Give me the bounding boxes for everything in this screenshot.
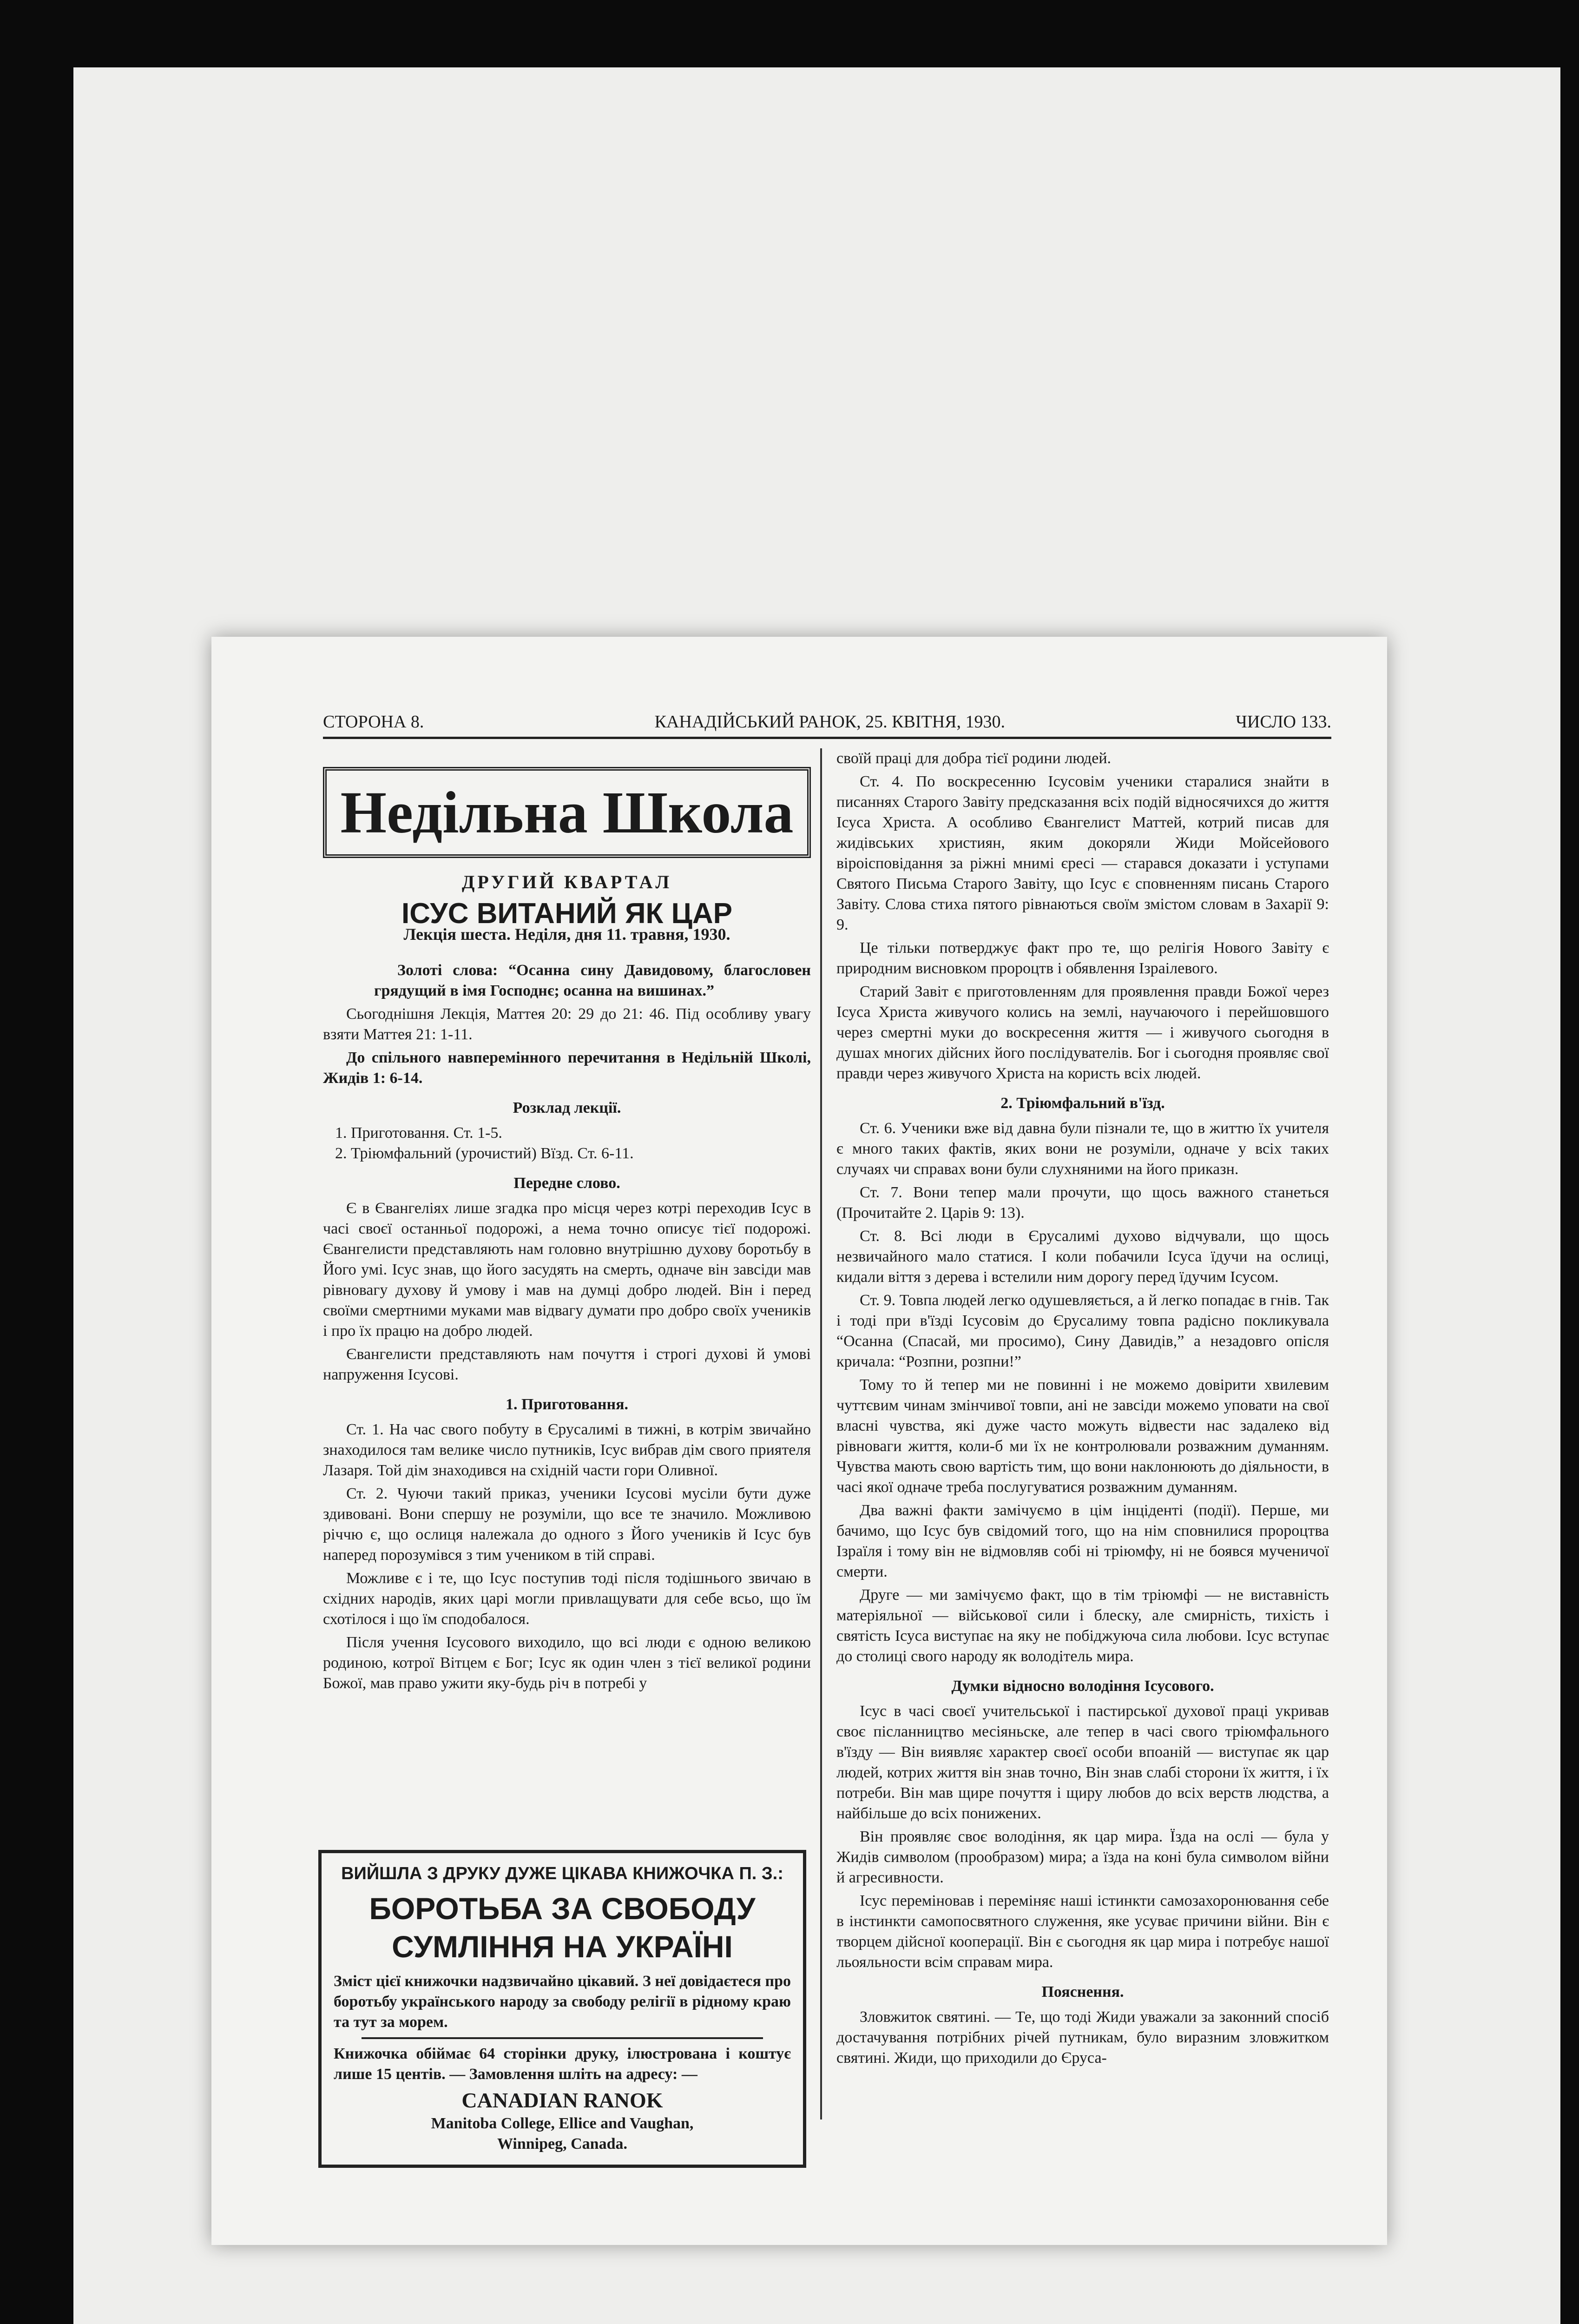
masthead: Недільна Школа (323, 767, 811, 858)
ad-price: Книжочка обіймає 64 сторінки друку, ілюстрована і коштує лише 15 центів. — Замовлення шліть на адресу: — (334, 2045, 791, 2083)
today-reading: Сьогоднішня Лекція, Маттея 20: 29 до 21: 46. Під особливу увагу взяти Маттея 21: 1-11. (323, 1005, 811, 1043)
paragraph: Це тільки потверджує факт про те, що релігія Нового Завіту є природним висновком пророцтв і обявлення Ізраілевого. (836, 939, 1329, 977)
ad-address-line2: Winnipeg, Canada. (497, 2135, 627, 2152)
joint-reading: До спільного навперемінного перечитання в Недільній Школі, Жидів 1: 6-14. (323, 1049, 811, 1087)
lesson-date: Лекція шеста. Неділя, дня 11. травня, 1930. (403, 925, 730, 944)
column-rule (820, 748, 822, 2119)
plan-list (351, 1123, 811, 1164)
paragraph: Ст. 8. Всі люди в Єрусалимі духово відчували, що щось незвичайного мало статися. І коли побачили Ісуса їдучи на ослиці, кидали віття з дерева і встелили ним дорогу перед їдучим Ісусом. (836, 1228, 1329, 1286)
paragraph: Тому то й тепер ми не повинні і не можемо довірити хвилевим чуттєвим чинам змінчивої товпи, ані не завсіди можемо уповати на свої власні чувства, які дуже часто можуть відвести нас задалеко від рівноваги життя, коли-б ми їх не контролювали розважним думанням. Чувства мають свою вартість тим, що вони наклонюють до діяльности, в часі якої одначе треба послугуватися розважним думанням. (836, 1376, 1329, 1496)
golden-words: Золоті слова: “Осанна сину Давидовому, благословен грядущий в імя Господнє; осанна на вишинах.” (374, 962, 811, 999)
paragraph: Ст. 4. По воскресенню Ісусовім ученики старалися знайти в писаннях Старого Завіту предсказання всіх подій відносячихся до життя Ісуса Христа. А особливо Євангелист Маттей, котрий писав для жидівських християн, яким докоряли Жиди Мойсейового віроісповідання за ріжні мнимі єресі — старався доказати і уступами Святого Письма Старого Завіту, що Ісус є сповненням писань Старого Завіту. Слова стиха пятого рівнаються своїм змістом словам в Захарії 9: 9. (836, 773, 1329, 933)
paragraph: Старий Завіт є приготовленням для проявлення правди Божої через Ісуса Христа живучого колись на землі, научаючого і перейшовшого через смертні муки до воскресення життя — і живучого сьогодня в душах многих дійсних його послідувателів. Бог і сьогодня проявляє свої правди через живучого Христа на користь всіх людей. (836, 983, 1329, 1082)
header-rule (323, 737, 1331, 739)
ad-headline: ВИЙШЛА З ДРУКУ ДУЖЕ ЦІКАВА КНИЖОЧКА П. З.: (341, 1864, 783, 1883)
paragraph: своїй праці для добра тієї родини людей. (836, 750, 1112, 767)
section-title: Пояснення. (1041, 1983, 1124, 2000)
page-label: СТОРОНА 8. (323, 712, 424, 732)
left-column (323, 748, 811, 1697)
paragraph: Ст. 1. На час свого побуту в Єрусалимі в тижні, в котрім звичайно знаходилося там велике число путників, Ісус вибрав дім свого приятеля Лазаря. Той дім знаходився на східній части гори Оливної. (323, 1421, 811, 1479)
page-header (323, 706, 1331, 732)
section-title: 2. Тріюмфальний в'їзд. (1000, 1095, 1165, 1112)
paper-name: КАНАДІЙСЬКИЙ РАНОК, (654, 712, 861, 732)
lesson-title: ІСУС ВИТАНИЙ ЯК ЦАР (401, 898, 732, 930)
newspaper-page (211, 637, 1387, 2245)
paragraph: Можливе є і те, що Ісус поступив тоді після тодішнього звичаю в східних народів, яких царі могли привлащувати для себе всьо, що їм схотілося і що їм сподобалося. (323, 1570, 811, 1628)
issue-date: 25. КВІТНЯ, 1930. (865, 712, 1006, 732)
paper-name-date (424, 712, 1236, 732)
section-title: Думки відносно володіння Ісусового. (951, 1677, 1214, 1695)
paragraph: Друге — ми замічуємо факт, що в тім тріюмфі — не виставність матеріяльної — військової сили і блеску, але смирність, тихість і святість Ісуса виступає на яку не побіджуюча сила любови. Ісус вступає до столиці свого народу як володітель мира. (836, 1586, 1329, 1665)
paragraph: Він проявляє своє володіння, як цар мира. Їзда на ослі — була у Жидів символом (прообразом) мира; а їзда на коні була символом війни й агресивности. (836, 1828, 1329, 1886)
book-advertisement (318, 1850, 806, 2168)
paragraph: Ст. 7. Вони тепер мали прочути, що щось важного станеться (Прочитайте 2. Царів 9: 13). (836, 1184, 1329, 1221)
issue-number: ЧИСЛО 133. (1236, 712, 1331, 732)
preface-title: Передне слово. (513, 1175, 620, 1192)
paragraph: Євангелисти представляють нам почуття і строгі духові й умові напруження Ісусові. (323, 1346, 811, 1383)
paragraph: Ст. 2. Чуючи такий приказ, ученики Ісусові мусіли бути дуже здивовані. Вони спершу не розуміли, що все те значило. Можливою річчю є, що ослиця належала до одного з Його учеників й Ісус був наперед порозумівся з тим учеником в тій справі. (323, 1485, 811, 1564)
ad-divider (362, 2037, 763, 2039)
quarter: ДРУГИЙ КВАРТАЛ (461, 872, 672, 892)
section-title: 1. Приготовання. (506, 1396, 628, 1413)
paragraph: Ісус переміновав і переміняє наші істинкти самозахоронювання себе в інстинкти самопосвятного служення, яке усуває причини війни. Він є творцем дійсної кооперації. Він є сьогодня як цар мира і потребує нашої льояльности всім справам мира. (836, 1892, 1329, 1971)
ad-address-line1: Manitoba College, Ellice and Vaughan, (431, 2115, 694, 2132)
paragraph: Два важні факти замічуємо в цім інціденті (події). Перше, ми бачимо, що Ісус був свідомий того, що на нім сповнилися пророцтва Ізраїля і тому він не відмовляв собі ні тріюмфу, ні не боявся мученичої смерти. (836, 1502, 1329, 1580)
paragraph: Є в Євангеліях лише згадка про місця через котрі переходив Ісус в часі своєї останньої подорожі, а нема точно описує тієї подорожі. Євангелисти представляють нам головно внутрішню духову боротьбу в Його умі. Ісус знав, що його засудять на смерть, одначе він завсіди мав рівновагу духову й умову і мав на думці добро людей. Він і перед своїми смертними муками мав відвагу думати про добро своїх учеників і про їх працю на добро людей. (323, 1200, 811, 1340)
right-column (836, 748, 1329, 2071)
list-item: 1. Приготовання. Ст. 1-5. (351, 1123, 811, 1143)
ad-title: БОРОТЬБА ЗА СВОБОДУ СУМЛІННЯ НА УКРАЇНІ (369, 1891, 756, 1964)
ad-description: Зміст цієї книжочки надзвичайно цікавий. З неї довідаєтеся про боротьбу українського народу за свободу релігії в рідному краю та тут за морем. (334, 1973, 791, 2031)
paragraph: Ісус в часі своєї учительської і пастирської духової праці укривав своє післанництво месіяньске, але тепер в часі свого тріюмфального в'їзду — Він виявляє характер своєї особи впоаній — виступає як цар людей, котрих життя він знав точно, Він знав слабі сторони їх життя, і їх потреби. Він мав щире почуття і щиру любов до всіх верств людства, а найбільше до всіх понижених. (836, 1703, 1329, 1822)
paragraph: Ст. 9. Товпа людей легко одушевляється, а й легко попадає в гнів. Так і тоді при в'їзді Ісусовім до Єрусалиму товпа радісно покликувала “Осанна (Спасай, ми просимо), Сину Давидів,” а незадовго опісля кричала: “Розпни, розпни!” (836, 1292, 1329, 1370)
list-item: 2. Тріюмфальний (урочистий) Вїзд. Ст. 6-11. (351, 1143, 811, 1164)
plan-title: Розклад лекції. (513, 1099, 621, 1116)
paragraph: Після учення Ісусового виходило, що всі люди є одною великою родиною, котрої Вітцем є Бог; Ісус як один член з тієї великої родини Божої, мав право ужити яку-будь річ в потребі у (323, 1634, 811, 1692)
ad-publisher: CANADIAN RANOK (461, 2088, 663, 2112)
paragraph: Зловжиток святині. — Те, що тоді Жиди уважали за законний спосіб достачування потрібних річей путникам, було виразним зловжитком святині. Жиди, що приходили до Єруса- (836, 2008, 1329, 2067)
paragraph: Ст. 6. Ученики вже від давна були пізнали те, що в життю їх учителя є много таких фактів, яких вони не розуміли, одначе у всіх таких случаях чи справах вони були слухняними на його приказн. (836, 1120, 1329, 1178)
